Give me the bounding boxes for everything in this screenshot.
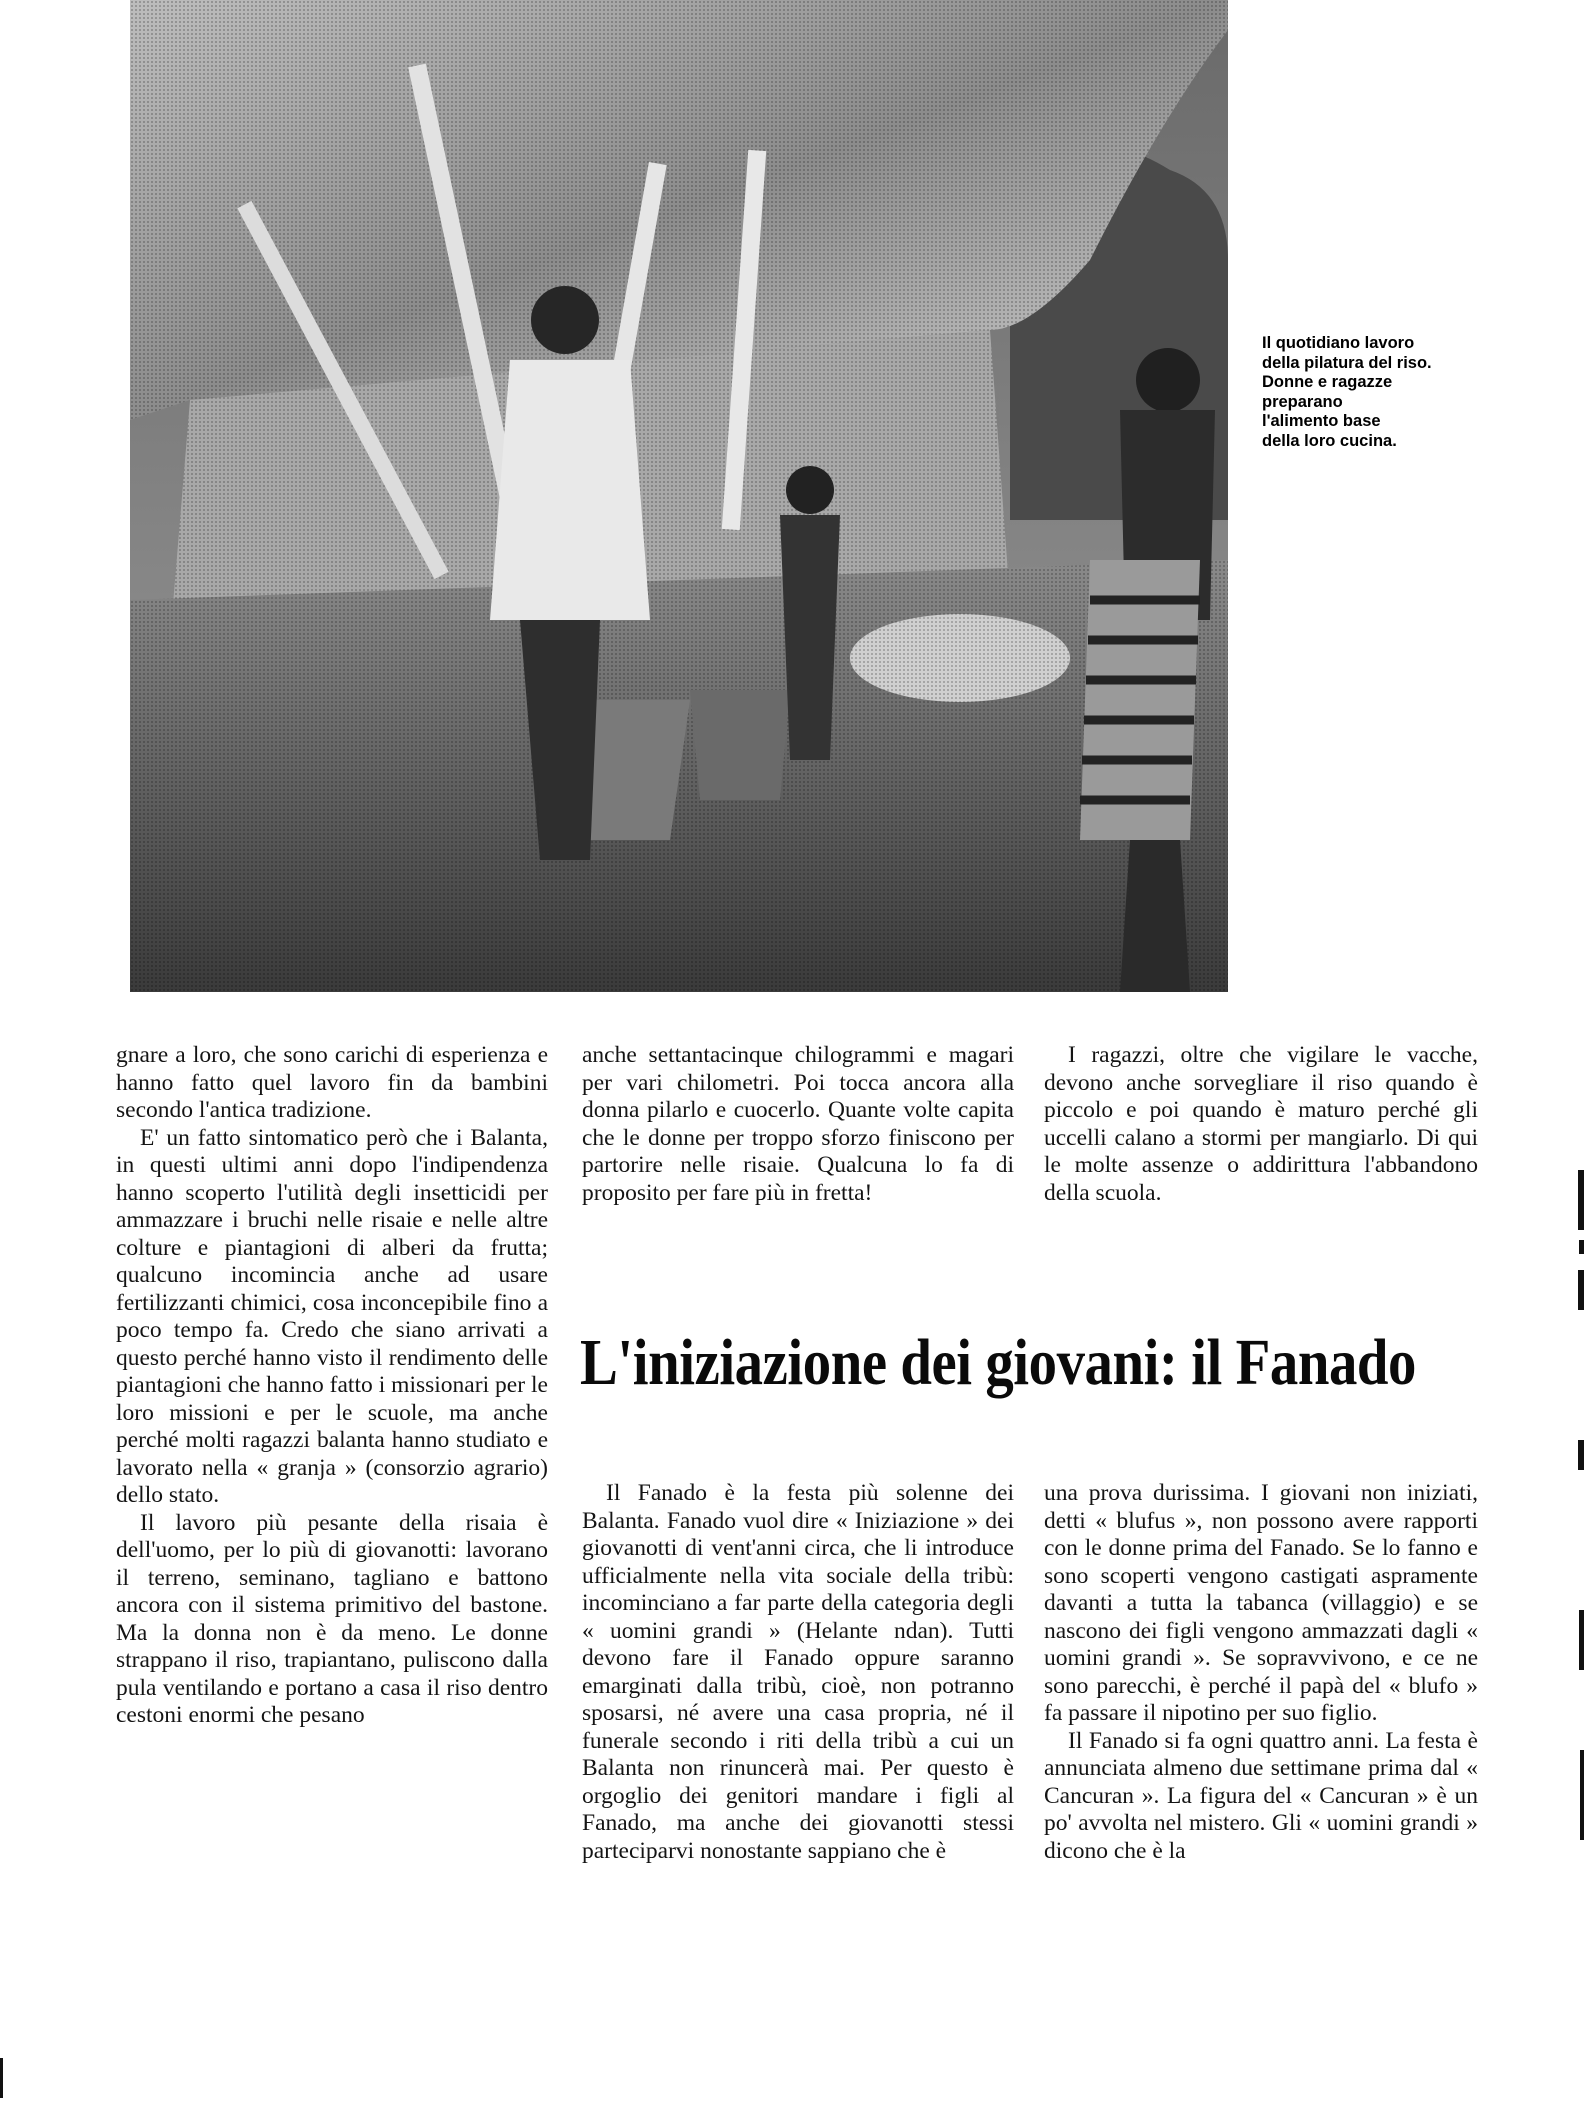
paragraph: Il Fanado si fa ogni quattro anni. La festa è annunciata almeno due settimane prima dal « Cancuran ». La figura del « Cancuran » è un po' avvolta nel mistero. Gli « uomini grandi » dicono che è la (1044, 1727, 1478, 1864)
paragraph: Il lavoro più pesante della risaia è dell'uomo, per lo più di giovanotti: lavorano il terreno, seminano, tagliano e battono ancora con il sistema primitivo del bastone. Ma la donna non è da meno. Le donne strappano il riso, trapiantano, puliscono dalla pula ventilando e portano a casa il riso dentro cestoni enormi che pesano (116, 1509, 548, 1728)
paragraph: gnare a loro, che sono carichi di esperienza e hanno fatto quel lavoro fin da bambini secondo l'antica tradizione. (116, 1042, 548, 1123)
photo-mortar (690, 690, 790, 800)
article-column-5 (1044, 1480, 1478, 1865)
caption-line: della loro cucina. (1262, 431, 1397, 450)
article-column-2 (582, 1042, 1014, 1207)
article-column-4 (582, 1480, 1014, 1865)
paragraph: anche settantacinque chilogrammi e magari per vari chilometri. Poi tocca ancora alla donna pilarlo e cuocerlo. Quante volte capita che le donne per troppo sforzo finiscono per partorire nelle risaie. Qualcuna lo fa di proposito per fare più in fretta! (582, 1042, 1014, 1206)
photo-caption (1262, 334, 1442, 451)
scan-mark (1578, 1270, 1584, 1310)
paragraph: una prova durissima. I giovani non iniziati, detti « blufus », non possono avere rapporti con le donne prima del Fanado. Se lo fanno e sono scoperti vengono castigati aspramente davanti a tutta la tabanca (villaggio) e se nascono dei figli vengono ammazzati dagli « uomini grandi ». Se sopravvivono, e ce ne sono parecchi, è perché il papà del « blufo » fa passare il nipotino per suo figlio. (1044, 1480, 1478, 1726)
rice-pounding-photo (130, 0, 1228, 992)
scan-mark (1579, 1240, 1584, 1254)
article-column-1 (116, 1042, 548, 1730)
caption-line: l'alimento base (1262, 412, 1381, 430)
scan-mark (1578, 1440, 1584, 1470)
scan-mark (1580, 1750, 1584, 1840)
caption-line: della pilatura del riso. (1262, 353, 1432, 372)
caption-line: preparano (1262, 392, 1343, 411)
caption-line: Il quotidiano lavoro (1262, 334, 1415, 352)
article-photo (130, 0, 1228, 992)
scan-edge-marks (1570, 1130, 1584, 1850)
scan-mark (1579, 1610, 1584, 1670)
paragraph: I ragazzi, oltre che vigilare le vacche, devono anche sorvegliare il riso quando è piccolo e poi quando è maturo perché gli uccelli calano a stormi per mangiarlo. Di qui le molte assenze o addirittura l'abbandono della scuola. (1044, 1042, 1478, 1206)
paragraph: E' un fatto sintomatico però che i Balanta, in questi ultimi anni dopo l'indipendenza hanno scoperto l'utilità degli insetticidi per ammazzare i bruchi nelle risaie e nelle altre colture e piantagioni di alberi da frutta; qualcuno incomincia anche ad usare fertilizzanti chimici, cosa inconcepibile fino a poco tempo fa. Credo che siano arrivati a questo perché hanno visto il rendimento delle piantagioni che hanno fatto i missionari per le loro missioni e per le scuole, ma anche perché molti ragazzi balanta hanno studiato e lavorato nella « granja » (consorzio agrario) dello stato. (116, 1124, 548, 1508)
caption-line: Donne e ragazze (1262, 373, 1393, 391)
scan-mark (1578, 1170, 1584, 1230)
article-column-3 (1044, 1042, 1478, 1207)
scan-mark-left (0, 2058, 3, 2098)
paragraph: Il Fanado è la festa più solenne dei Balanta. Fanado vuol dire « Iniziazione » dei giovanotti di vent'anni circa, che li introduce ufficialmente nella vita sociale della tribù: incominciano a far parte della categoria degli « uomini grandi » (Helante ndan). Tutti devono fare il Fanado oppure saranno emarginati dalla tribù, cioè, non potranno sposarsi, né avere una casa propria, né il funerale secondo i riti della tribù a cui un Balanta non rinuncerà mai. Per questo è orgoglio dei genitori mandare i figli al Fanado, ma anche dei giovanotti stessi parteciparvi nonostante sappiano che è (582, 1480, 1014, 1864)
section-headline: L'iniziazione dei giovani: il Fanado (580, 1326, 1417, 1399)
